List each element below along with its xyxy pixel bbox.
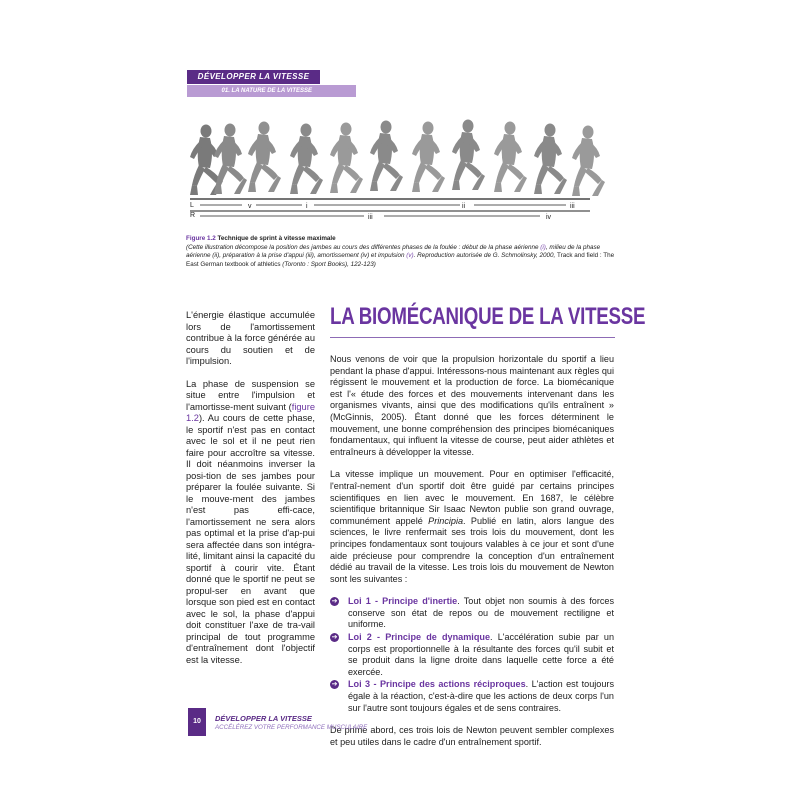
body-paragraph: La vitesse implique un mouvement. Pour en optimiser l'efficacité, l'entraî-nement d'un sportif doit être guidé par certains principes scientifiques en lien avec le mouvement. En 1687, le célèbre scientifique britannique Sir Isaac Newton publie son grand ouvrage, communément appelé Principia. Publié en latin, alors langue des sciences, le livre renfermait ses trois lois du mouvement, dont les principes fondamentaux sont toujours valables à ce jour et sont d'une aide précieuse pour comprendre la conception d'un entraînement dédié au travail de la vitesse. Les trois lois du mouvement de Newton sont les suivantes : [330,469,614,584]
phase-label-iv: iv [546,214,552,221]
runner-figure [330,123,363,194]
footer-subtitle: ACCÉLÉREZ VOTRE PERFORMANCE MUSCULAIRE [215,724,368,731]
runner-figure [248,122,281,193]
body-paragraph: De prime abord, ces trois lois de Newton peuvent sembler complexes et peu utiles dans le cadre d'un entraînement sportif. [330,725,614,747]
phase-label-i: i [306,203,308,210]
left-leg-label: L [190,202,194,209]
footer-title: DÉVELOPPER LA VITESSE [215,714,312,723]
main-column [330,354,614,759]
arrow-right-icon: ➔ [331,681,338,689]
runner-figure [534,124,567,195]
figure-title: Technique de sprint à vitesse maximale [217,235,336,242]
figure-note: (Cette illustration décompose la position des jambes au cours des différentes phases de la foulée : début de la phase aérienne (i), milieu de la phase aérienne (ii), préparation à la prise d'appui (iii), amortissement (iv) et impulsion (v). Reproduction autorisée de G. Schmolinsky, 2000, Track and field : The East German textbook of athletics (Toronto : Sport Books), 122-123) [186,243,615,268]
arrow-right-icon: ➔ [331,598,338,606]
section-title: LA BIOMÉCANIQUE DE LA VITESSE [330,303,646,330]
phase-label-v: v [248,203,252,210]
body-paragraph: Nous venons de voir que la propulsion horizontale du sportif a lieu pendant la phase d'appui. Intéressons-nous maintenant aux règles qui régissent le mouvement et la production de force. La biomécanique est l'« étude des forces et des mouvements intervenant dans les organismes vivants, ainsi que des modifications qu'ils entraînent » (McGinnis, 2005). Étant donné que les forces déterminent le mouvement, une bonne compréhension des principes biomécaniques fondamentaux, qui influent la vitesse de course, peut aider athlètes et entraîneurs à développer la vitesse. [330,354,614,457]
right-leg-label: R [190,212,196,219]
title-divider [330,337,615,338]
sprint-illustration [190,118,610,224]
phase-label-iii-end: iii [570,203,575,210]
runner-figure [452,120,485,191]
figure-label: Figure 1.2 [186,235,216,242]
runner-figure [494,122,527,193]
arrow-right-icon: ➔ [331,634,338,642]
page-number: 10 [188,708,206,736]
phase-label-iii: iii [368,214,373,221]
sprint-technique-figure [190,118,610,224]
law-item: ➔ Loi 2 - Principe de dynamique. L'accélération subie par un corps est proportionnelle à la résultante des forces qu'il subit et se produit dans la ligne droite dans laquelle cette force a été exercée. [331,632,614,677]
law-item: ➔ Loi 3 - Principe des actions réciproques. L'action est toujours égale à la réaction, c'est-à-dire que les actions de deux corps l'un sur l'autre sont toujours égales et de sens contraires. [331,679,614,713]
sidebar-paragraph: L'énergie élastique accumulée lors de l'amortissement contribue à la force générée au cours du soutien et de l'impulsion. [186,310,315,366]
runner-figure [214,124,247,195]
runner-figure [370,121,403,192]
law-item: ➔ Loi 1 - Principe d'inertie. Tout objet non soumis à des forces conserve son état de repos ou de mouvement rectiligne et uniforme. [331,596,614,630]
newton-laws-list [330,596,614,714]
figure-caption [186,235,616,269]
runner-figure [412,122,445,193]
runner-figure [572,126,605,197]
runner-figure [290,124,323,195]
sidebar-column [186,310,315,677]
phase-label-ii: ii [462,203,466,210]
subchapter-banner: 01. LA NATURE DE LA VITESSE [187,85,356,97]
chapter-banner: DÉVELOPPER LA VITESSE [187,70,320,84]
sidebar-paragraph: La phase de suspension se situe entre l'impulsion et l'amortisse-ment suivant (figure 1.2). Au cours de cette phase, le sportif n'est pas en contact avec le sol et il ne peut rien faire pour accroître sa vitesse. Il doit néanmoins inverser la posi-tion de ses jambes pour préparer la foulée suivante. Si le mouve-ment des jambes n'est pas effi-cace, l'amortissement ne sera alors pas optimal et la prise d'ap-pui sera affectée dans son intégra-lité, limitant ainsi la capacité du sportif à courir vite. Étant donné que le sportif ne peut se propul-ser en avant que lorsque son pied est en contact avec le sol, la phase d'appui doit constituer l'axe de tra-vail principal de tout programme d'entraînement dont l'objectif est la vitesse. [186,378,315,665]
figure-reference-link[interactable]: figure 1.2 [186,401,315,423]
runner-sequence [190,120,605,197]
